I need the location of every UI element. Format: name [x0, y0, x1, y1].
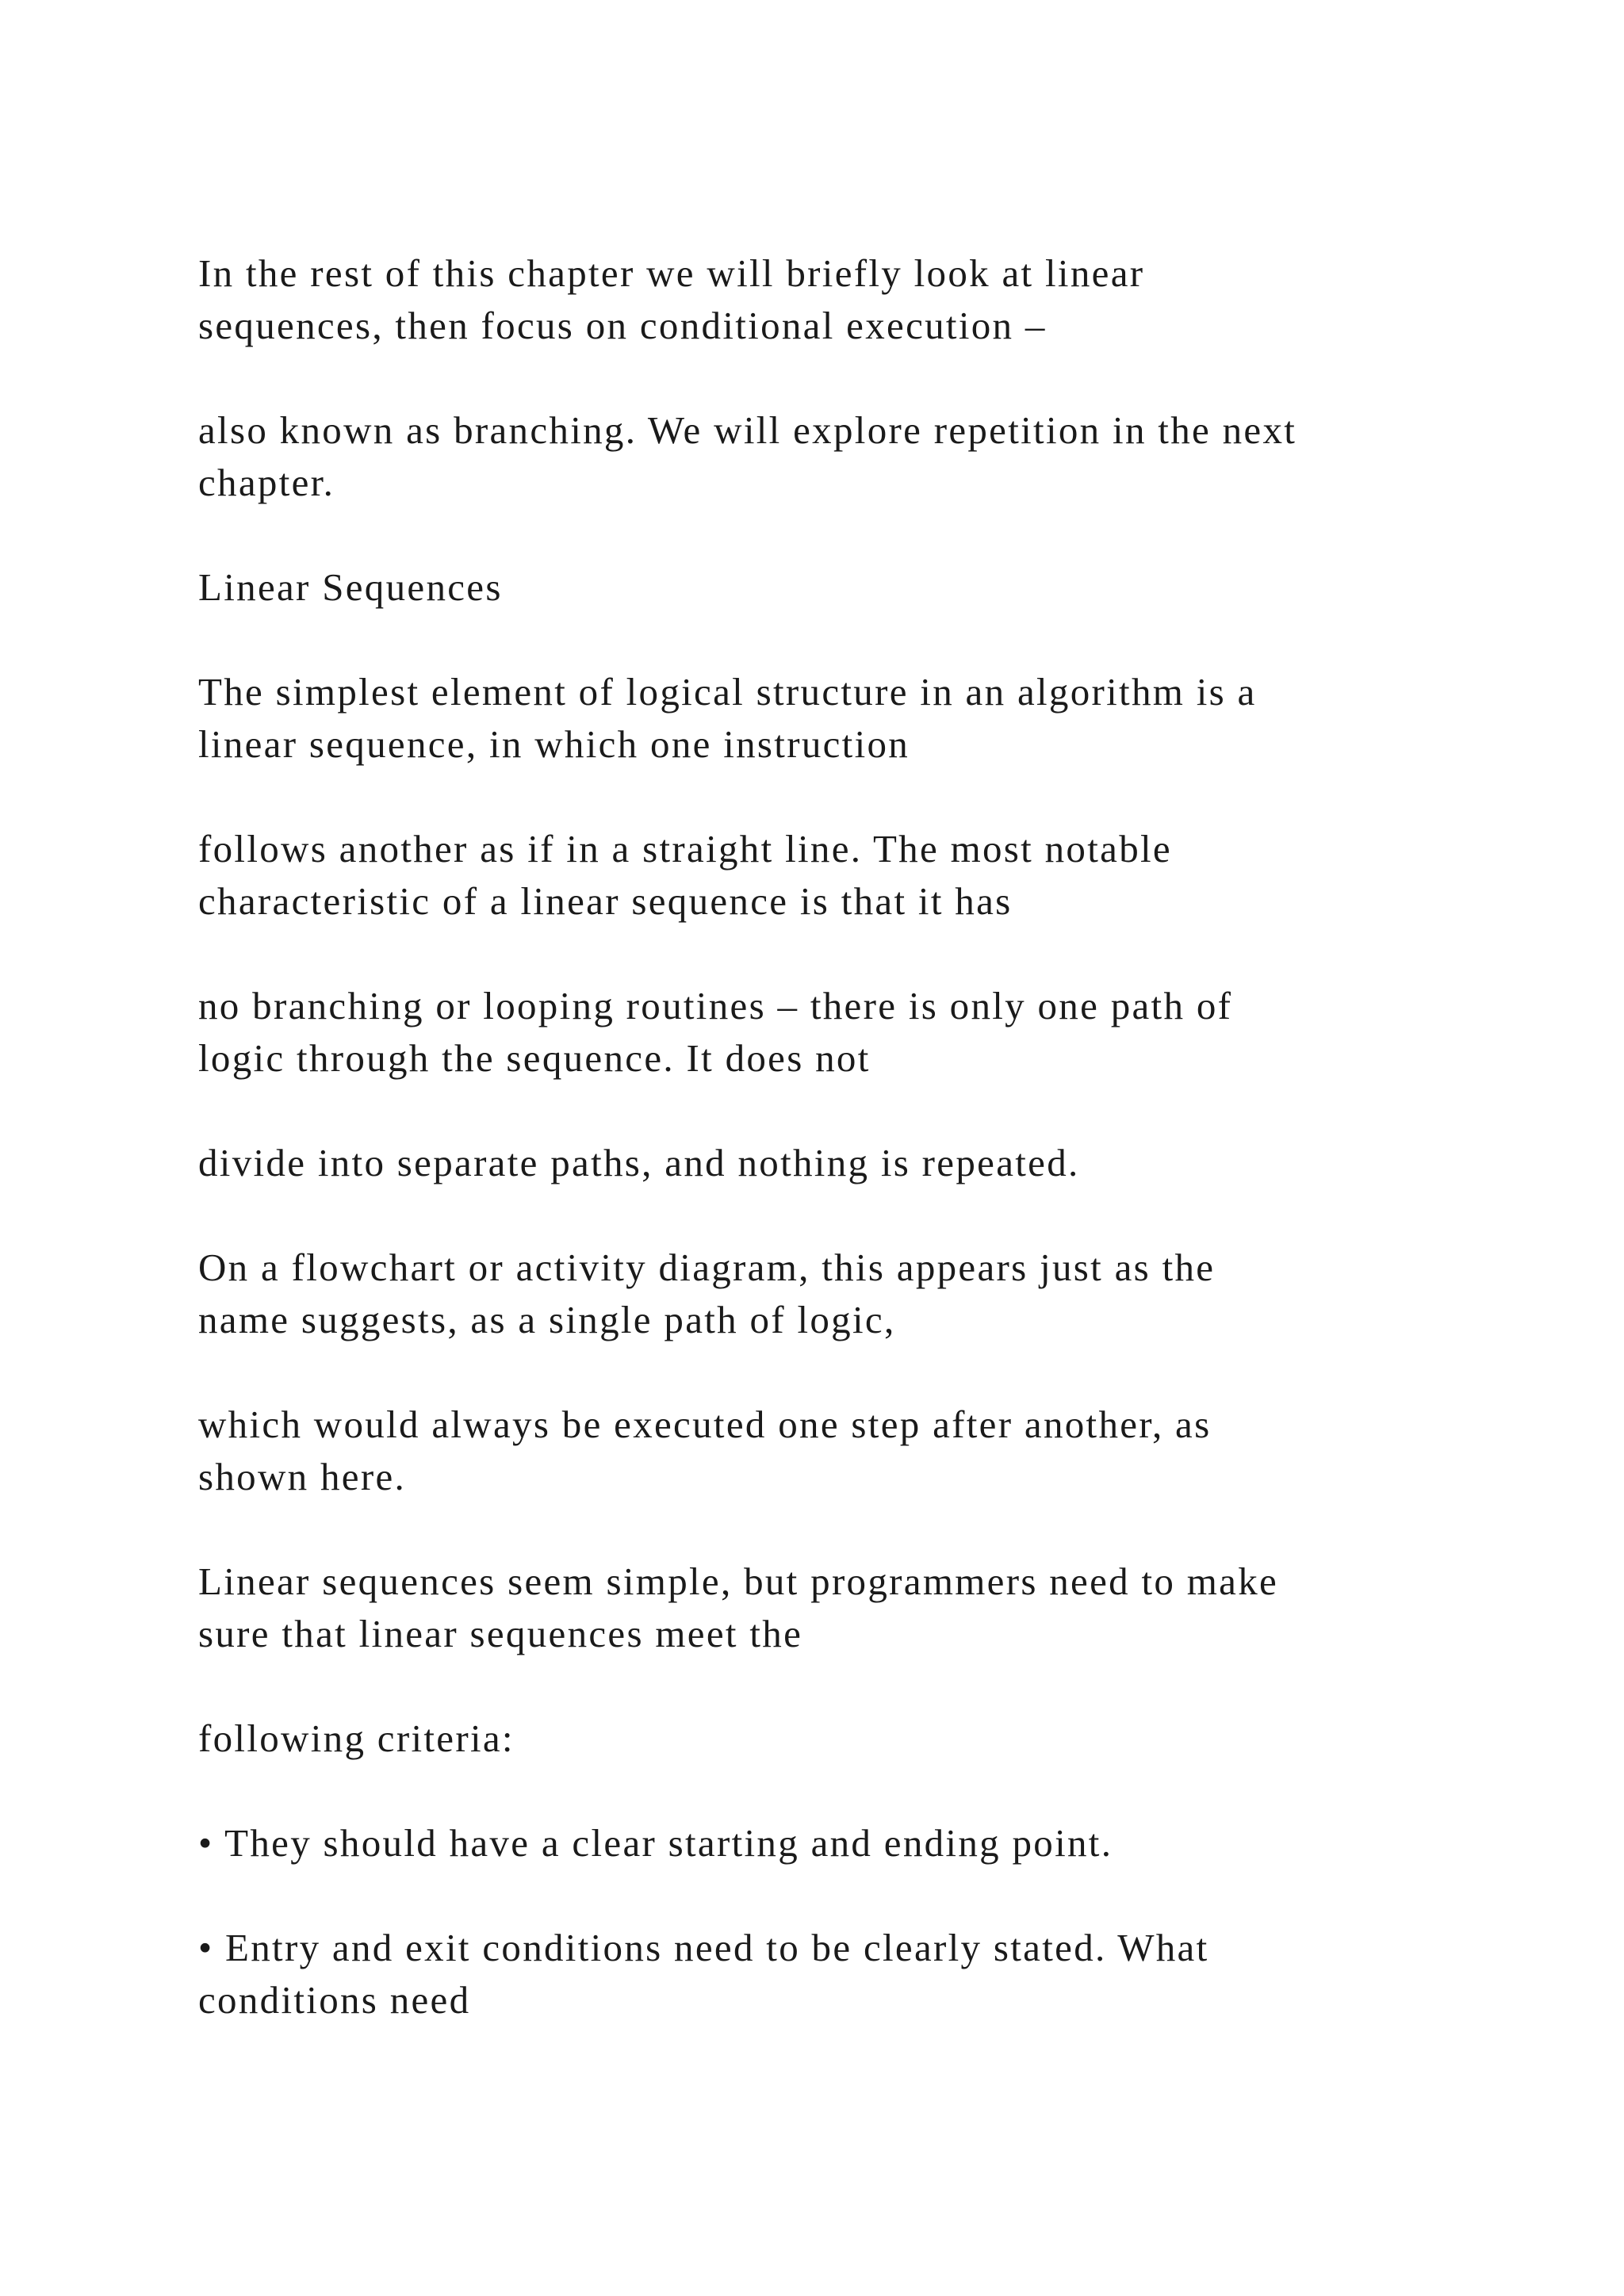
text-line: which would always be executed one step after another, as [198, 1402, 1212, 1446]
text-line: chapter. [198, 461, 335, 504]
text-line: • They should have a clear starting and ending point. [198, 1821, 1113, 1865]
text-line: On a flowchart or activity diagram, this appears just as the [198, 1246, 1216, 1289]
text-line: no branching or looping routines – there is only one path of [198, 984, 1233, 1027]
paragraph-separate-paths [198, 1137, 1467, 1189]
text-line: The simplest element of logical structure in an algorithm is a [198, 670, 1257, 714]
text-line: In the rest of this chapter we will briefly look at linear [198, 251, 1145, 295]
text-line: name suggests, as a single path of logic, [198, 1298, 896, 1341]
text-line: conditions need [198, 1978, 471, 2022]
paragraph-criteria-intro [198, 1556, 1467, 1660]
text-line: sequences, then focus on conditional execution – [198, 304, 1047, 347]
paragraph-straight-line [198, 823, 1467, 928]
paragraph-flowchart [198, 1242, 1467, 1346]
text-line: characteristic of a linear sequence is that it has [198, 879, 1013, 923]
paragraph-executed [198, 1399, 1467, 1503]
bullet-item-start-end [198, 1817, 1467, 1869]
text-line: sure that linear sequences meet the [198, 1612, 803, 1655]
paragraph-simplest-element [198, 666, 1467, 771]
paragraph-branching [198, 404, 1467, 509]
text-line: also known as branching. We will explore repetition in the next [198, 408, 1297, 452]
heading-text: Linear Sequences [198, 565, 503, 609]
text-line: • Entry and exit conditions need to be clearly stated. What [198, 1926, 1209, 1969]
text-line: following criteria: [198, 1716, 515, 1760]
text-line: divide into separate paths, and nothing is repeated. [198, 1141, 1080, 1184]
paragraph-intro [198, 247, 1467, 352]
text-line: follows another as if in a straight line. The most notable [198, 827, 1172, 871]
paragraph-no-branching [198, 980, 1467, 1085]
text-line: linear sequence, in which one instruction [198, 722, 910, 766]
document-body [198, 247, 1467, 2079]
text-line: shown here. [198, 1455, 407, 1498]
text-line: logic through the sequence. It does not [198, 1036, 871, 1080]
bullet-item-entry-exit [198, 1922, 1467, 2026]
section-heading [198, 561, 1467, 614]
paragraph-following-criteria [198, 1712, 1467, 1765]
text-line: Linear sequences seem simple, but programmers need to make [198, 1559, 1279, 1603]
